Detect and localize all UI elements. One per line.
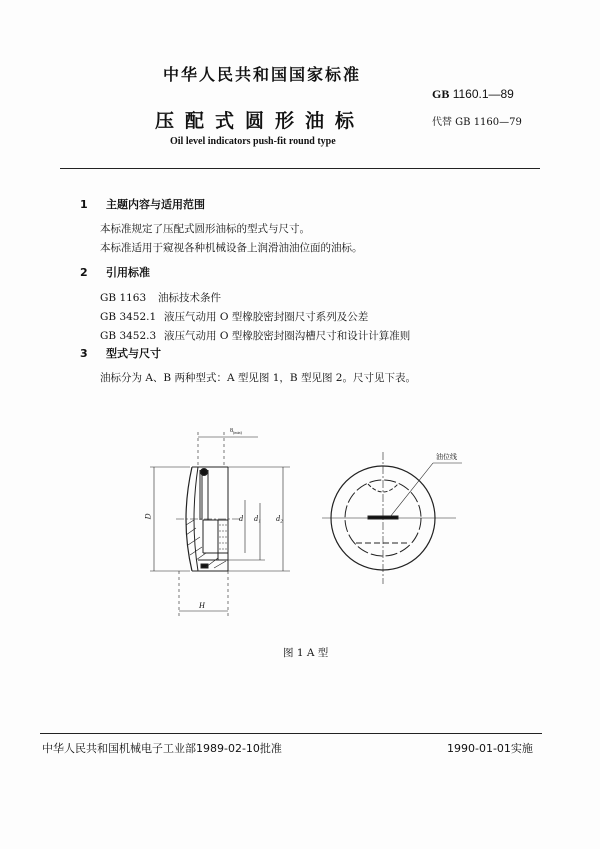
reference-name: 油标技术条件 (158, 292, 221, 304)
dimension-S-value: 8 (230, 428, 233, 434)
english-title: Oil level indicators push-fit round type (170, 136, 336, 147)
paragraph: 油标分为 A、B 两种型式：A 型见图 1，B 型见图 2。尺寸见下表。 (100, 372, 416, 384)
section-number: 3 (80, 347, 88, 360)
approval-note: 中华人民共和国机械电子工业部1989-02-10批准 (42, 742, 282, 755)
section-title: 型式与尺寸 (106, 347, 161, 360)
o-ring-icon (201, 469, 208, 476)
front-view (322, 452, 462, 584)
section-title: 主题内容与适用范围 (106, 198, 205, 211)
reference-code: GB 1163 (100, 292, 147, 304)
dimension-S-sub: (min) (233, 430, 242, 436)
paragraph: 本标准规定了压配式圆形油标的型式与尺寸。 (100, 223, 310, 235)
figure-caption: 图 1 A 型 (283, 647, 329, 659)
replaces-standard: 代替 GB 1160—79 (432, 117, 522, 128)
paragraph: 本标准适用于窥视各种机械设备上润滑油油位面的油标。 (100, 242, 363, 254)
reference-name: 液压气动用 O 型橡胶密封圈沟槽尺寸和设计计算准则 (164, 330, 411, 342)
issuing-authority: 中华人民共和国国家标准 (163, 65, 362, 84)
dimension-S-label (230, 428, 242, 435)
oil-level-mark (368, 516, 398, 519)
standard-prefix: GB (432, 87, 450, 101)
reference-name: 液压气动用 O 型橡胶密封圈尺寸系列及公差 (164, 311, 369, 323)
section-number: 1 (80, 198, 88, 211)
side-section-view (150, 432, 290, 617)
dimension-d-label: d (239, 514, 243, 523)
dimension-d2-label: d₂ (276, 514, 283, 523)
dimension-d1-label: d₁ (254, 514, 261, 523)
dimension-H-label: H (199, 601, 205, 610)
section-title: 引用标准 (106, 266, 150, 279)
oil-level-line-label: 油位线 (436, 453, 457, 461)
section-number: 2 (80, 266, 88, 279)
footer-divider (40, 733, 542, 734)
dimension-D-label: D (143, 513, 153, 520)
standard-number-value: 1160.1—89 (452, 87, 514, 101)
reference-code: GB 3452.1 (100, 311, 157, 323)
document-title: 压配式圆形油标 (155, 110, 366, 132)
effective-date: 1990-01-01实施 (447, 742, 533, 755)
reference-code: GB 3452.3 (100, 330, 157, 342)
